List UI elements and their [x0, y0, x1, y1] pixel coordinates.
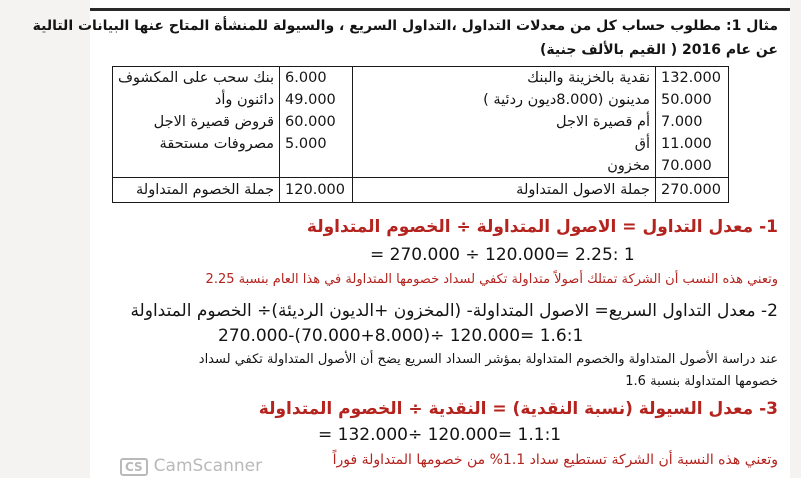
camscanner-watermark: [120, 456, 360, 478]
asset-value: 7.000: [661, 114, 703, 130]
section2-note-line2: خصومها المتداولة بنسبة 1.6: [625, 374, 778, 389]
section3-heading: 3- معدل السيولة (نسبة النقدية) = النقدية ÷ الخصوم المتداولة: [258, 399, 778, 419]
example-title-line1: مثال 1: مطلوب حساب كل من معدلات التداول ،التداول السريع ، والسيولة للمنشأة المتاح عنها البيانات التالية: [32, 18, 778, 34]
section1-note: وتعني هذه النسب أن الشركة تمتلك أصولاً متداولة تكفي لسداد خصومها المتداولة في هذا العام بنسبة 2.25: [205, 272, 778, 287]
section2-equation: 270.000-(70.000+8.000)÷ 120.000= 1.6:1: [218, 326, 584, 346]
asset-value: 11.000: [661, 136, 712, 152]
asset-value: 70.000: [661, 158, 712, 174]
asset-label: مدينون (8.000ديون ردئية ): [483, 92, 650, 108]
section1-equation: = 270.000 ÷ 120.000= 2.25: 1: [370, 245, 635, 265]
total-assets-label: جملة الاصول المتداولة: [353, 178, 656, 203]
section3-note: وتعني هذه النسبة أن الشركة تستطيع سداد 1.1% من خصومها المتداولة فوراً: [332, 452, 778, 468]
liability-value: 5.000: [285, 136, 327, 152]
liability-value: 60.000: [285, 114, 336, 130]
asset-label: نقدية بالخزينة والبنك: [527, 70, 650, 86]
liability-label: بنك سحب على المكشوف: [118, 70, 275, 86]
liability-label: قروض قصيرة الاجل: [153, 114, 275, 130]
table-row-items: [113, 67, 729, 178]
liability-value: 6.000: [285, 70, 327, 86]
liabilities-labels-cell: [113, 67, 280, 178]
watermark-text: CamScanner: [153, 456, 263, 476]
total-liabilities-value: 120.000: [280, 178, 353, 203]
asset-label: أق: [634, 136, 650, 152]
asset-value: 50.000: [661, 92, 712, 108]
section1-heading: 1- معدل التداول = الاصول المتداولة ÷ الخصوم المتداولة: [306, 217, 778, 237]
document-page: [32, 0, 790, 478]
section2-note-line1: عند دراسة الأصول المتداولة والخصوم المتداولة بمؤشر السداد السريع يضح أن الأصول المتداولة تكفي لسداد: [198, 352, 778, 367]
example-title-line2: عن عام 2016 ( القيم بالألف جنية): [540, 42, 778, 58]
top-rule: [90, 8, 790, 11]
section3-equation: = 132.000÷ 120.000= 1.1:1: [318, 425, 562, 445]
liability-value: 49.000: [285, 92, 336, 108]
total-assets-value: 270.000: [656, 178, 729, 203]
asset-value: 132.000: [661, 70, 721, 86]
assets-values-cell: [656, 67, 729, 178]
total-liabilities-label: جملة الخصوم المتداولة: [113, 178, 280, 203]
liability-label: دائنون وأد: [214, 92, 275, 108]
liabilities-values-cell: [280, 67, 353, 178]
liability-label: مصروفات مستحقة: [159, 136, 275, 152]
section2-heading: 2- معدل التداول السريع= الاصول المتداولة- (المخزون +الديون الرديئة)÷ الخصوم المتداولة: [130, 301, 778, 321]
asset-label: مخزون: [607, 158, 650, 174]
asset-label: أم قصيرة الاجل: [556, 114, 650, 130]
assets-labels-cell: [353, 67, 656, 178]
table-row-totals: [113, 178, 729, 203]
camscanner-logo-icon: CS: [120, 458, 148, 476]
balance-table: [112, 66, 729, 203]
